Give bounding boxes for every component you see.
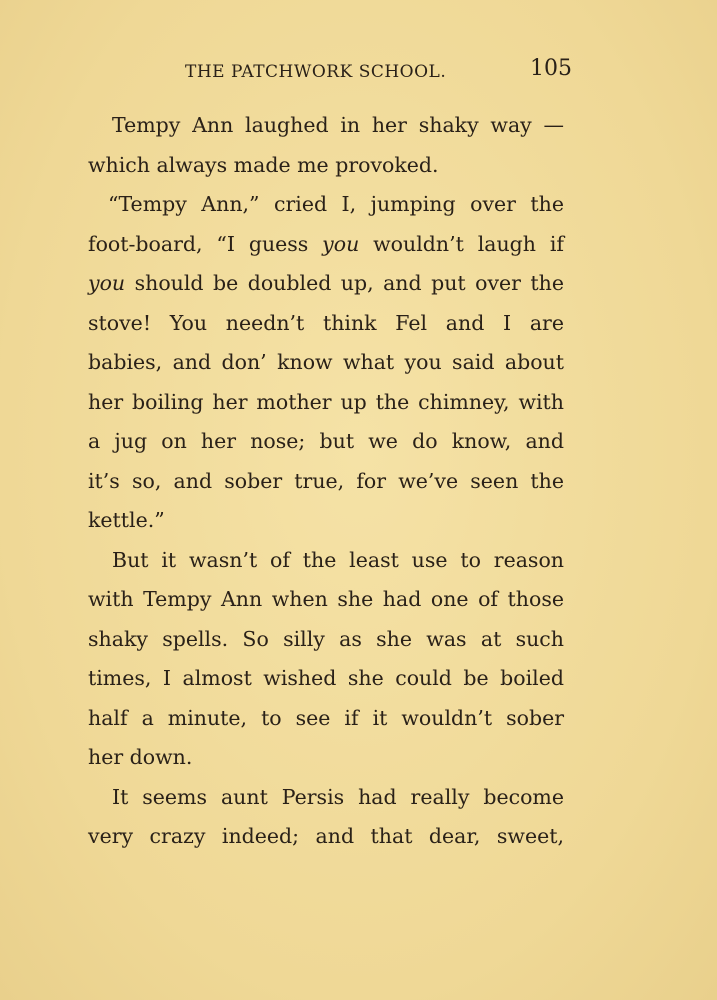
text-line: it’s so, and sober true, for we’ve seen the	[88, 468, 564, 493]
text-line: very crazy indeed; and that dear, sweet,	[88, 824, 564, 848]
body-text	[88, 106, 564, 857]
text-line: But it wasn’t of the least use to reason	[112, 547, 564, 572]
text-line: foot-board, “I guess you wouldn’t laugh if	[88, 231, 564, 256]
text-line: times, I almost wished she could be boiled	[88, 666, 564, 690]
text-line: her boiling her mother up the chimney, with	[88, 389, 564, 414]
text-line: which always made me provoked.	[88, 152, 439, 177]
text-line: Tempy Ann laughed in her shaky way —	[112, 113, 564, 137]
text-line: her down.	[88, 745, 193, 769]
text-line: It seems aunt Persis had really become	[112, 784, 564, 809]
text-line: stove! You needn’t think Fel and I are	[88, 310, 564, 335]
text-line: shaky spells. So silly as she was at such	[88, 626, 564, 651]
page-header	[0, 56, 717, 92]
running-title: THE PATCHWORK SCHOOL.	[185, 62, 447, 82]
text-line: with Tempy Ann when she had one of those	[88, 587, 564, 611]
text-line: a jug on her nose; but we do know, and	[88, 429, 564, 453]
text-line: kettle.”	[88, 508, 165, 532]
text-line: “Tempy Ann,” cried I, jumping over the	[108, 192, 564, 216]
text-line: you should be doubled up, and put over the	[88, 271, 564, 295]
page-number: 105	[530, 56, 572, 81]
text-line: babies, and don’ know what you said about	[88, 350, 564, 374]
text-line: half a minute, to see if it wouldn’t sober	[88, 705, 564, 730]
